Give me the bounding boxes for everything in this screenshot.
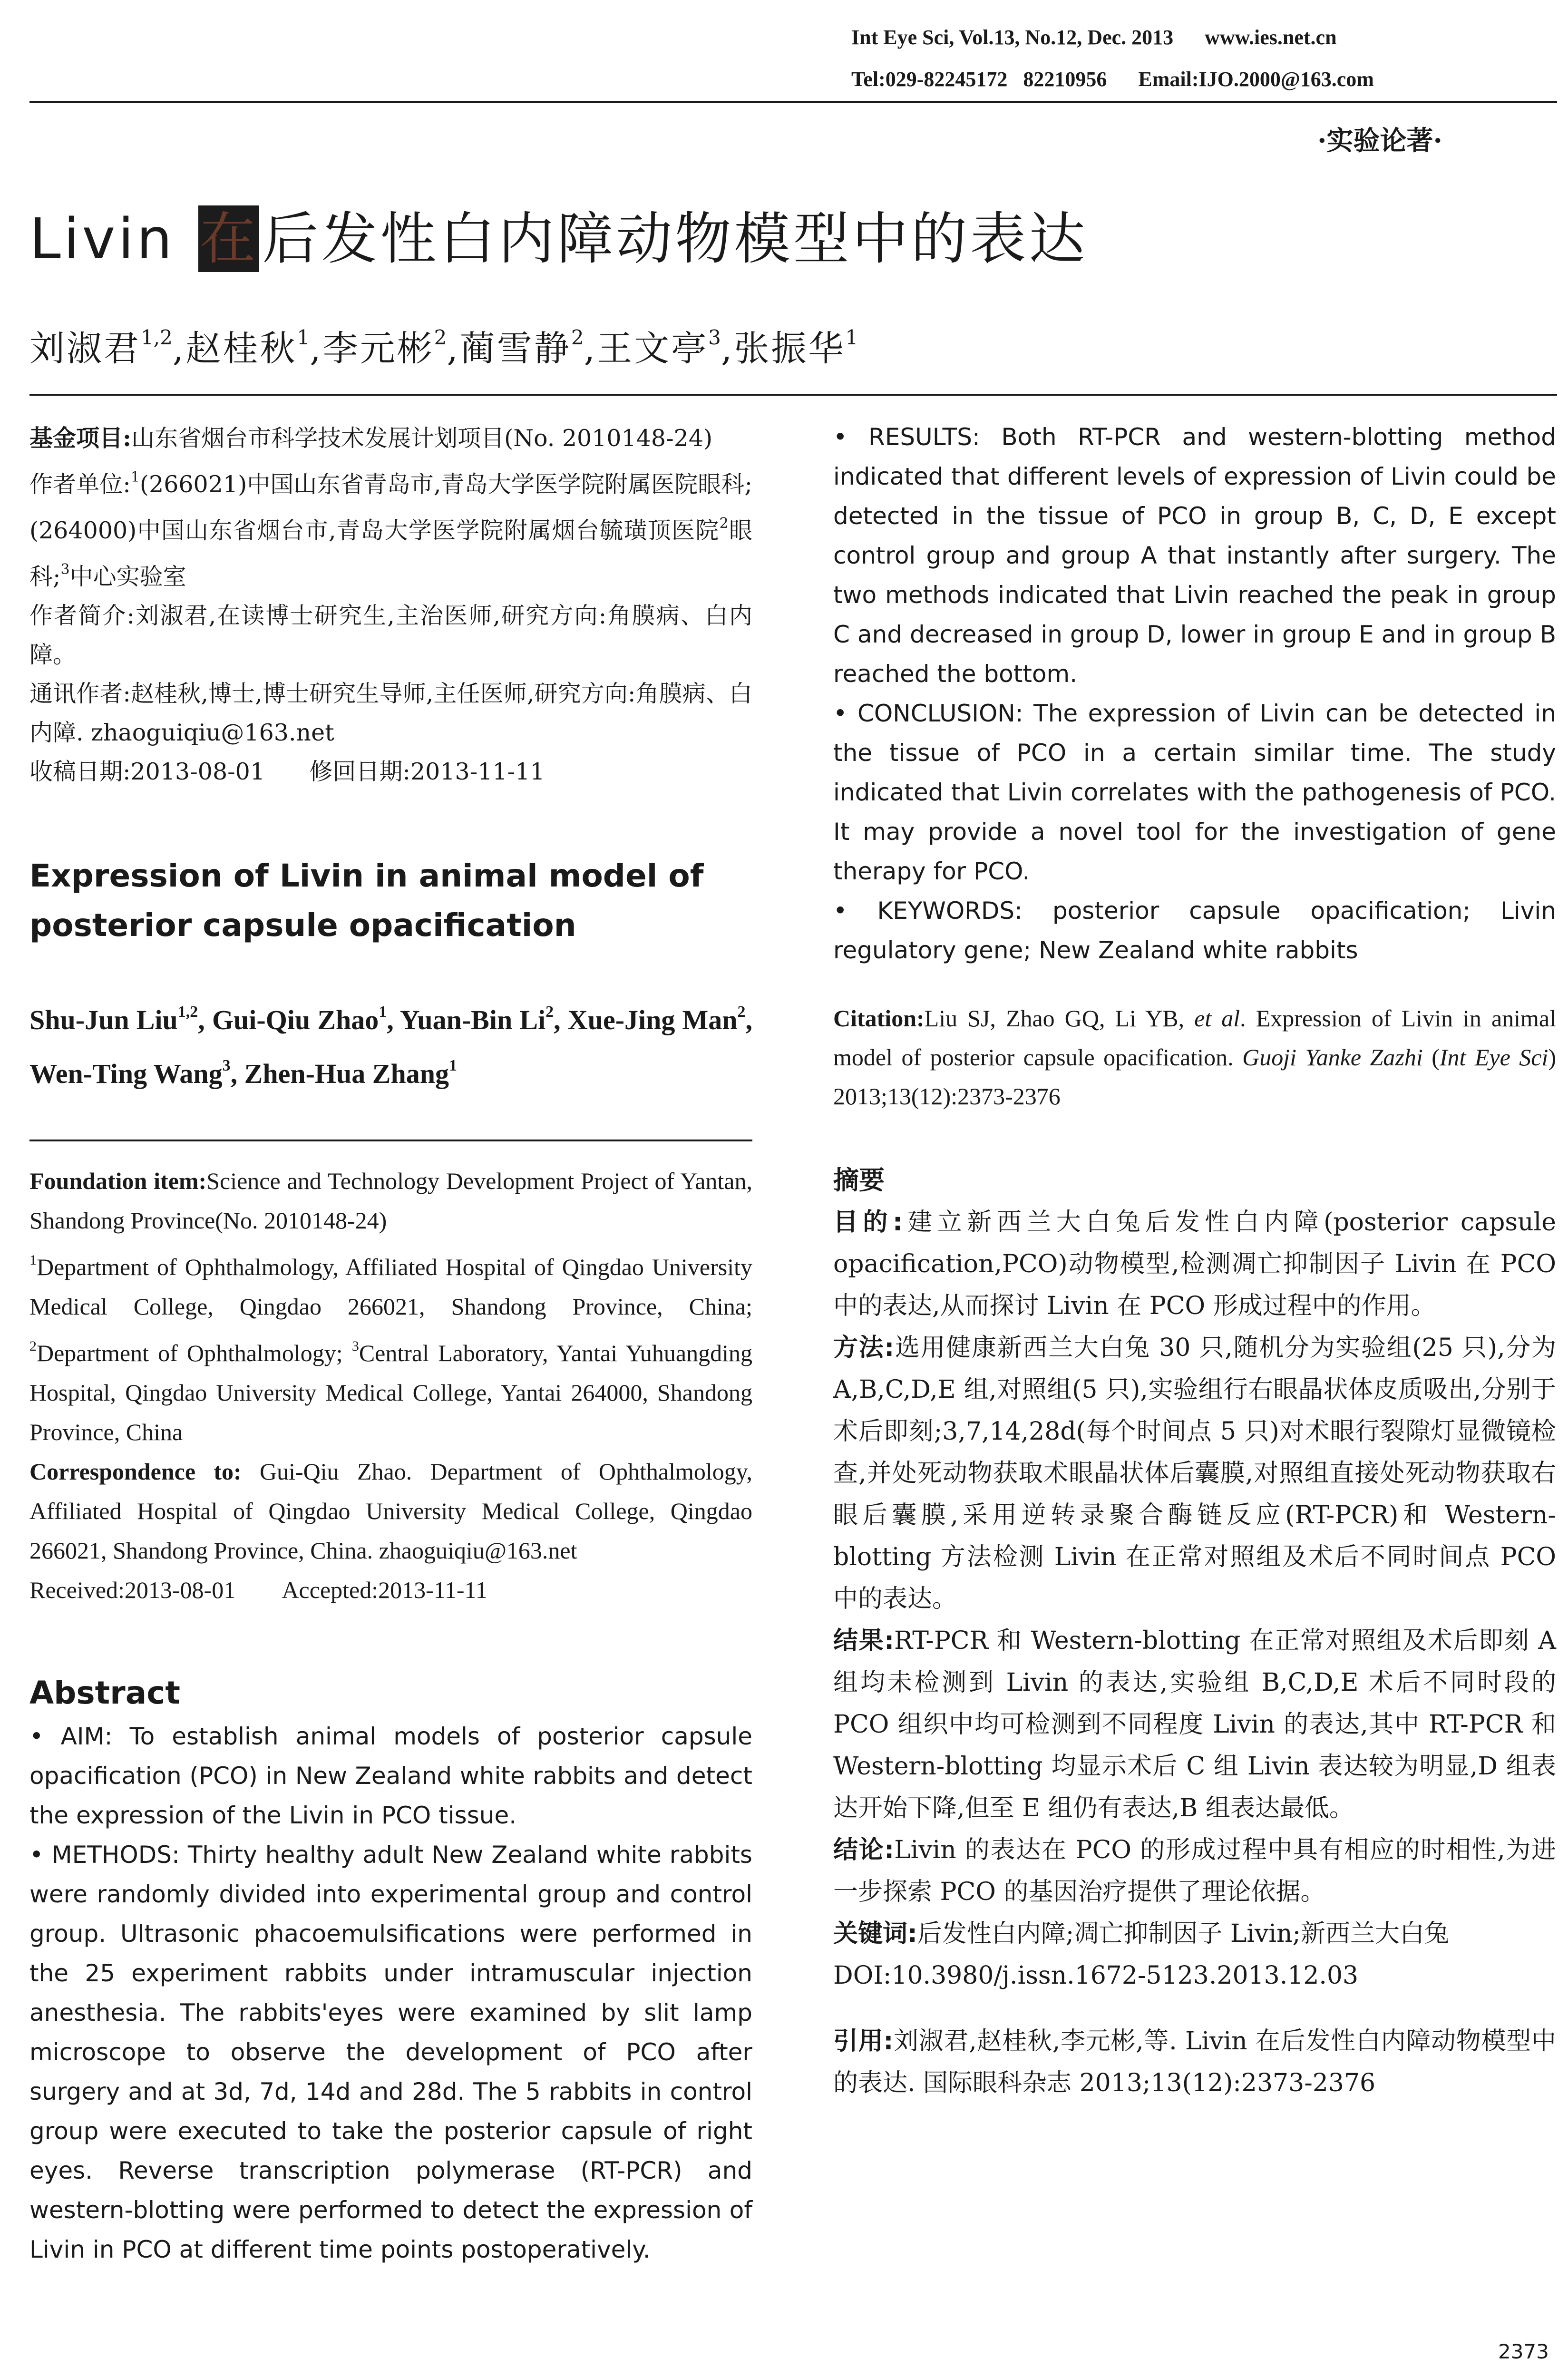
author-list-en: Shu-Jun Liu$^{1,2}$, Gui-Qiu Zhao$^1$, Yuan-Bin Li$^2$, Xue-Jing Man$^2$, Wen-Ting Wang$^3$, Zhen-Hua Zhang$^1$ [29, 1003, 753, 1089]
cn-aim-label: 目的: [833, 1208, 903, 1237]
corresponding-author-cn: 通讯作者:赵桂秋,博士,博士研究生导师,主任医师,研究方向:角膜病、白内障. zhaoguiqiu@163.net [29, 680, 752, 746]
author-cn: 李元彬 [322, 328, 434, 369]
author-aff: 2 [737, 1003, 746, 1021]
citation-text: . Expression of Livin in animal model of posterior capsule opacification. [833, 1005, 1557, 1071]
cn-keywords-text: 后发性白内障;凋亡抑制因子 Livin;新西兰大白兔 [917, 1919, 1450, 1948]
cn-conclusion-label: 结论: [833, 1836, 895, 1864]
cn-keywords-label: 关键词: [833, 1919, 917, 1948]
author-aff: 1,2 [141, 326, 173, 349]
cn-methods-text: 选用健康新西兰大白兔 30 只,随机分为实验组(25 只),分为 A,B,C,D,E 组,对照组(5 只),实验组行右眼晶状体皮质吸出,分别于术后即刻;3,7,14,28d(每个时间点 5 只)对术眼行裂隙灯显微镜检查,并处死动物获取术眼晶状体后囊膜,对照组直接处死动物获取右眼后囊膜,采用逆转录聚合酶链反应(RT-PCR)和 Western-blotting 方法检测 Livin 在正常对照组及术后不同时间点 PCO 中的表达。 [833, 1334, 1556, 1613]
title-rule [29, 394, 1557, 396]
fund-en [29, 1161, 752, 1240]
fund-cn [29, 419, 752, 458]
abstract-en-right [833, 418, 1556, 970]
author-aff: 1 [297, 326, 310, 349]
title-rest: 后发性白内障动物模型中的表达 [262, 206, 1088, 272]
cn-aim-text: 建立新西兰大白兔后发性白内障(posterior capsule opacification,PCO)动物模型,检测凋亡抑制因子 Livin 在 PCO 中的表达,从而探讨 Livin 在 PCO 形成过程中的作用。 [833, 1208, 1556, 1320]
contact-info-line: Tel:029-82245172 82210956 Email:IJO.2000@163.com [851, 68, 1374, 91]
citation-text: ( [1422, 1044, 1440, 1071]
author-aff: 2 [545, 1003, 554, 1021]
fund-text-en: Science and Technology Development Project of Yantan, Shandong Province(No. 2010148-24) [29, 1168, 752, 1234]
article-title-en: Expression of Livin in animal model of posterior capsule opacification [29, 857, 704, 944]
citation-etal: et al [1194, 1005, 1240, 1032]
cn-results-label: 结果: [833, 1627, 895, 1655]
citation-text: ) 2013;13(12):2373-2376 [833, 1044, 1556, 1110]
author-aff: 3 [222, 1057, 231, 1074]
journal-info-line: Int Eye Sci, Vol.13, No.12, Dec. 2013 www.ies.net.cn [851, 26, 1337, 49]
cn-results-text: RT-PCR 和 Western-blotting 在正常对照组及术后即刻 A 组均未检测到 Livin 的表达,实验组 B,C,D,E 术后不同时段的 PCO 组织中均可检测到不同程度 Livin 的表达,其中 RT-PCR 和 Western-blotting 均显示术后 C 组 Livin 表达较为明显,D 组表达开始下降,但至 E 组仍有表达,B 组表达最低。 [833, 1627, 1556, 1822]
fund-text: 山东省烟台市科学技术发展计划项目(No. 2010148-24) [131, 425, 713, 452]
dates-cn: 收稿日期:2013-08-01 修回日期:2013-11-11 [29, 758, 545, 785]
author-cn: 赵桂秋 [185, 328, 297, 369]
author-cn: 刘淑君 [29, 328, 141, 369]
article-title-cn [29, 205, 1088, 272]
author-aff: 1 [379, 1003, 387, 1021]
page-number: 2373 [1498, 2340, 1549, 2363]
cn-conclusion [833, 1829, 1556, 1913]
author-cn: 张振华 [734, 328, 846, 369]
cn-results [833, 1620, 1556, 1829]
abstract-keywords: • KEYWORDS: posterior capsule opacification; Livin regulatory gene; New Zealand white rabbits [833, 897, 1556, 964]
unit-cn: 作者单位:$^1$(266021)中国山东省青岛市,青岛大学医学院附属医院眼科;(264000)中国山东省烟台市,青岛大学医学院附属烟台毓璜顶医院$^2$眼科;$^3$中心实验室 [29, 469, 752, 590]
citation-journal: Guoji Yanke Zazhi [1242, 1044, 1423, 1071]
cn-abstract-heading: 摘要 [833, 1165, 885, 1195]
author-en: Xue-Jing Man [567, 1004, 738, 1035]
abstract-results: • RESULTS: Both RT-PCR and western-blotting method indicated that different levels of expression of Livin could be detected in the tissue of PCO in group B, C, D, E except control group and group A that instantly after surgery. The two methods indicated that Livin reached the peak in group C and decreased in group D, lower in group E and in group B reached the bottom. [833, 423, 1556, 688]
author-en: Shu-Jun Liu [29, 1004, 178, 1035]
cn-methods [833, 1327, 1556, 1620]
section-tag: ·实验论著· [1317, 125, 1442, 156]
citation-journal-en: Int Eye Sci [1439, 1044, 1549, 1071]
title-prefix: Livin [29, 206, 196, 272]
author-en: Yuan-Bin Li [399, 1004, 546, 1035]
cn-cite-label: 引用: [833, 2027, 894, 2056]
cn-aim [833, 1201, 1556, 1327]
author-en: Gui-Qiu Zhao [212, 1004, 379, 1035]
aff-3: Central Laboratory, Yantai Yuhuangding Hospital, Qingdao University Medical College, Yantai 264000, Shandong Province, China [29, 1340, 752, 1445]
author-aff: 2 [571, 326, 584, 349]
abstract-heading: Abstract [29, 1675, 180, 1711]
cn-cite-text: 刘淑君,赵桂秋,李元彬,等. Livin 在后发性白内障动物模型中的表达. 国际眼科杂志 2013;13(12):2373-2376 [833, 2027, 1557, 2097]
author-rule [29, 1140, 752, 1141]
author-aff: 1 [845, 326, 858, 349]
affiliations-en: $^1$Department of Ophthalmology, Affiliated Hospital of Qingdao University Medical College, Qingdao 266021, Shandong Province, China; $^2$Department of Ophthalmology; $^3$Central Laboratory, Yantai Yuhuangding Hospital, Qingdao University Medical College, Yantai 264000, Shandong Province, China [29, 1252, 752, 1445]
abstract-conclusion: • CONCLUSION: The expression of Livin can be detected in the tissue of PCO in a certain similar time. The study indicated that Livin correlates with the pathogenesis of PCO. It may provide a novel tool for the investigation of gene therapy for PCO. [833, 700, 1556, 885]
author-aff: 2 [434, 326, 447, 349]
corr-label-en: Correspondence to: [29, 1458, 242, 1485]
author-en: Wen-Ting Wang [29, 1058, 223, 1089]
aff-1: Department of Ophthalmology, Affiliated Hospital of Qingdao University Medical College, Qingdao 266021, Shandong Province, China; [29, 1254, 752, 1320]
author-cn: 蔺雪静 [459, 328, 571, 369]
author-aff: 1 [448, 1057, 457, 1074]
unit-text-3: 中心实验室 [69, 563, 186, 590]
cn-citation [833, 2020, 1556, 2104]
fund-label: 基金项目: [29, 424, 132, 452]
cn-doi: DOI:10.3980/j.issn.1672-5123.2013.12.03 [833, 1961, 1359, 1990]
aff-2: Department of Ophthalmology; [37, 1340, 352, 1366]
header-rule [29, 101, 1557, 103]
fund-label-en: Foundation item: [29, 1168, 207, 1194]
abstract-methods: • METHODS: Thirty healthy adult New Zealand white rabbits were randomly divided into experimental group and control group. Ultrasonic phacoemulsifications were performed in the 25 experiment rabbits under intramuscular injection anesthesia. The rabbits'eyes were examined by slit lamp microscope to observe the development of PCO after surgery and at 3d, 7d, 14d and 28d. The 5 rabbits in control group were executed to take the posterior capsule of right eyes. Reverse transcription polymerase (RT-PCR) and western-blotting were performed to detect the expression of Livin in PCO at different time points postoperatively. [29, 1841, 752, 2263]
cn-methods-label: 方法: [833, 1334, 895, 1362]
unit-text-2: 眼科; [29, 517, 752, 590]
abstract-aim: • AIM: To establish animal models of posterior capsule opacification (PCO) in New Zealand white rabbits and detect the expression of the Livin in PCO tissue. [29, 1723, 752, 1829]
corr-text-en: Gui-Qiu Zhao. Department of Ophthalmology, Affiliated Hospital of Qingdao University Medical College, Qingdao 266021, Shandong Province, China. zhaoguiqiu@163.net [29, 1458, 752, 1564]
unit-label: 作者单位: [29, 471, 131, 498]
cn-metadata [29, 419, 752, 791]
author-bio: 作者简介:刘淑君,在读博士研究生,主治医师,研究方向:角膜病、白内障。 [29, 602, 752, 668]
author-cn: 王文亭 [597, 328, 709, 369]
cn-abstract [833, 1201, 1556, 2104]
citation-text: Liu SJ, Zhao GQ, Li YB, [924, 1005, 1195, 1032]
cn-keywords [833, 1913, 1556, 1955]
citation-label: Citation: [833, 1005, 925, 1032]
abstract-en-left [29, 1717, 752, 2270]
author-list-cn: 刘淑君$^{1,2}$,赵桂秋$^1$,李元彬$^2$,蔺雪静$^2$,王文亭$^3$,张振华$^1$ [29, 326, 858, 369]
citation-en [833, 999, 1556, 1116]
correspondence-en [29, 1452, 752, 1570]
cn-conclusion-text: Livin 的表达在 PCO 的形成过程中具有相应的时相性,为进一步探索 PCO 的基因治疗提供了理论依据。 [833, 1836, 1556, 1906]
author-aff: 1,2 [177, 1003, 198, 1021]
received-accepted: Received:2013-08-01 Accepted:2013-11-11 [29, 1577, 487, 1603]
unit-text: (266021)中国山东省青岛市,青岛大学医学院附属医院眼科;(264000)中国山东省烟台市,青岛大学医学院附属烟台毓璜顶医院 [29, 471, 752, 544]
author-aff: 3 [708, 326, 721, 349]
author-en: Zhen-Hua Zhang [244, 1058, 449, 1089]
en-metadata [29, 1161, 752, 1610]
title-highlighted-char: 在 [199, 206, 259, 272]
